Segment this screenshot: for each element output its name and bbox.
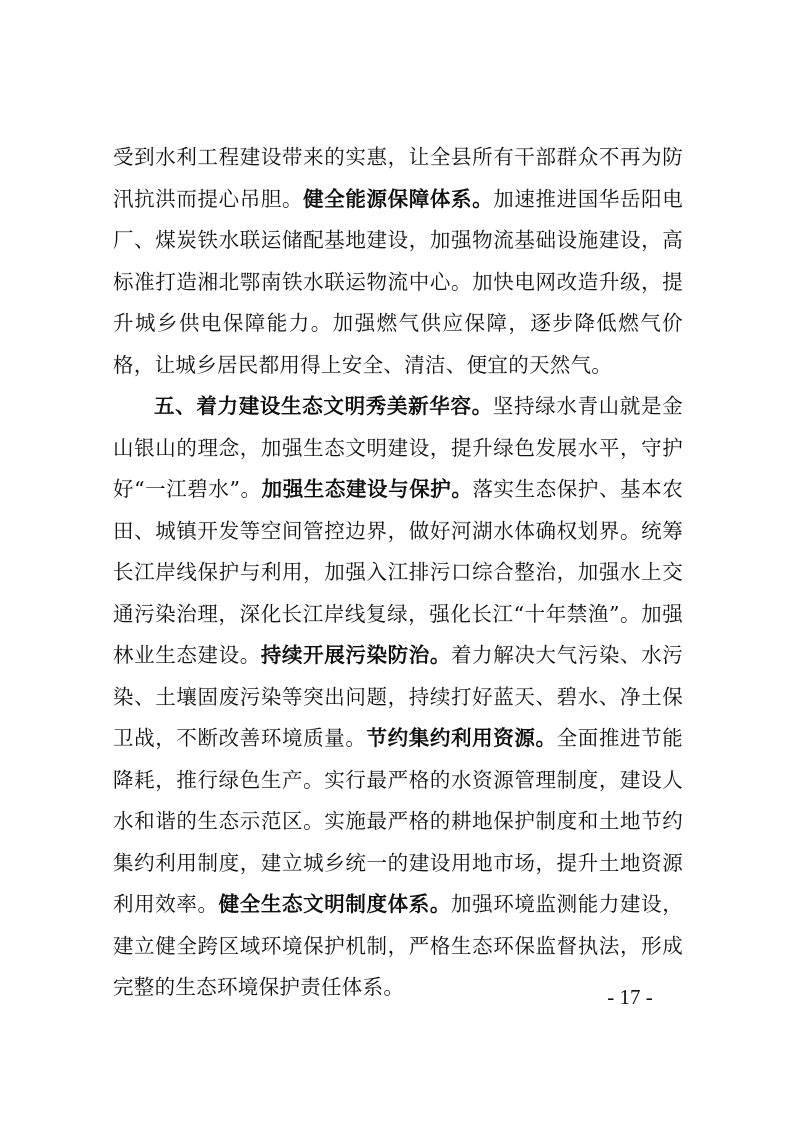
bold-subheading-system: 健全生态文明制度体系。: [218, 892, 451, 916]
paragraph-water-energy: [113, 137, 683, 386]
text-run: 受到水利工程建设带来的实惠，让全县所有干部群众不再为防汛抗洪而提心吊胆。: [113, 145, 683, 211]
text-run: 全面推进节能降耗，推行绿色生产。实行最严格的水资源管理制度，建设人水和谐的生态示范区。实施最严格的耕地保护制度和土地节约集约利用制度，建立城乡统一的建设用地市场，提升土地资源利用效率。: [113, 726, 683, 916]
bold-subheading-energy: 健全能源保障体系。: [303, 186, 494, 211]
text-run: 落实生态保护、基本农田、城镇开发等空间管控边界，做好河湖水体确权划界。统筹长江岸线保护与利用，加强入江排污口综合整治，加强水上交通污染治理，深化长江岸线复绿，强化长江“十年禁渔”。加强林业生态建设。: [113, 477, 683, 667]
text-run: 加强环境监测能力建设，建立健全跨区域环境保护机制，严格生态环保监督执法，形成完整的生态环境保护责任体系。: [113, 892, 683, 999]
bold-subheading-protection: 加强生态建设与保护。: [261, 477, 473, 501]
page-number: - 17 -: [607, 985, 653, 1009]
bold-subheading-resources: 节约集约利用资源。: [366, 726, 557, 750]
bold-subheading-pollution: 持续开展污染防治。: [260, 643, 451, 667]
body-text: [113, 137, 683, 1009]
text-run: 着力解决大气污染、水污染、土壤固废污染等突出问题，持续打好蓝天、碧水、净土保卫战，不断改善环境质量。: [113, 643, 683, 750]
paragraph-ecology: [113, 386, 683, 1009]
text-run: 坚持绿水青山就是金山银山的理念，加强生态文明建设，提升绿色发展水平，守护好“一江碧水”。: [113, 394, 683, 501]
section-heading-five: 五、着力建设生态文明秀美新华容。: [154, 394, 493, 418]
text-run: 加速推进国华岳阳电厂、煤炭铁水联运储配基地建设，加强物流基础设施建设，高标准打造湘北鄂南铁水联运物流中心。加快电网改造升级，提升城乡供电保障能力。加强燃气供应保障，逐步降低燃气价格，让城乡居民都用得上安全、清洁、便宜的天然气。: [113, 186, 683, 377]
